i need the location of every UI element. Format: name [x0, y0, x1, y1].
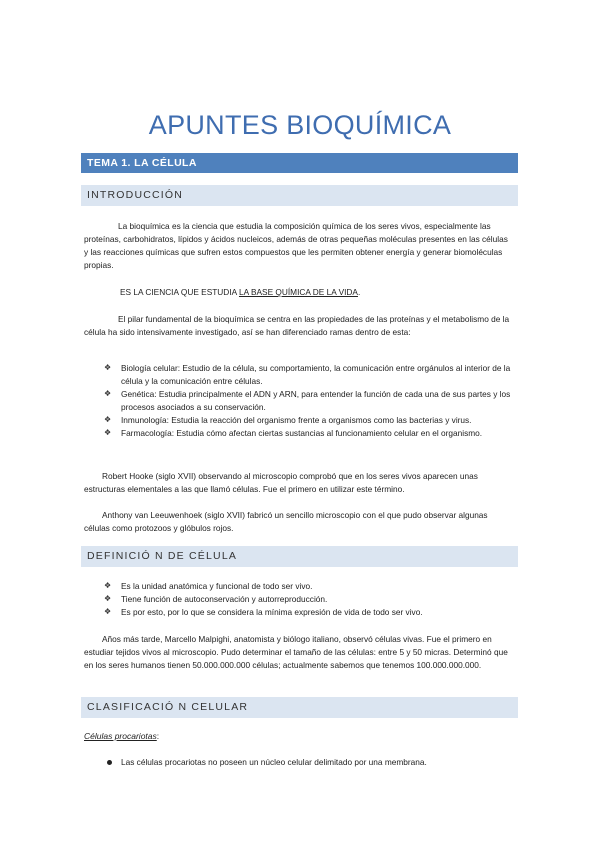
- document-title: APUNTES BIOQUÍMICA: [148, 110, 452, 140]
- diamond-bullet-icon: ❖: [104, 581, 112, 590]
- list-item: ❖ Biología celular: Estudio de la célula, su comportamiento, la comunicación entre orgánulos al interior de la célula y la comunicación entre células.: [104, 363, 511, 386]
- diamond-bullet-icon: ❖: [104, 606, 112, 616]
- diamond-bullet-icon: ❖: [104, 363, 112, 372]
- diamond-bullet-icon: ❖: [104, 427, 112, 437]
- list-item: ❖ Inmunología: Estudia la reacción del organismo frente a organismos como las bacterias y virus.: [104, 414, 472, 425]
- list-item: ❖ Es la unidad anatómica y funcional de todo ser vivo.: [104, 581, 313, 591]
- definition-list: [104, 580, 516, 619]
- diamond-bullet-icon: ❖: [104, 593, 112, 603]
- branches-list: [104, 362, 516, 439]
- subheading-procariotas: Células procariotas:: [84, 731, 160, 741]
- round-bullet-icon: [107, 760, 112, 765]
- tagline-prefix: ES LA CIENCIA QUE ESTUDIA: [120, 287, 237, 297]
- diamond-bullet-icon: ❖: [104, 414, 112, 424]
- list-item: ❖ Es por esto, por lo que se considera la mínima expresión de vida de todo ser vivo.: [104, 606, 423, 617]
- intro-paragraph-leeuwenhoek: Anthony van Leeuwenhoek (siglo XVII) fabricó un sencillo microscopio con el que pudo observar algunas células como protozoos y glóbulos rojos.: [84, 510, 488, 533]
- tagline-suffix: .: [357, 287, 361, 297]
- section-heading-clasificacion: CLASIFICACIÓ N CELULAR: [81, 697, 518, 718]
- tagline-underlined: LA BASE QUÍMICA DE LA VIDA: [238, 287, 358, 297]
- intro-paragraph-hooke: Robert Hooke (siglo XVII) observando al microscopio comprobó que en los seres vivos aparecen unas estructuras elementales a las que llamó células. Fue el primero en utilizar este término.: [84, 471, 478, 494]
- tema-heading: TEMA 1. LA CÉLULA: [81, 153, 518, 173]
- list-item: Las células procariotas no poseen un núcleo celular delimitado por una membrana.: [104, 756, 516, 769]
- section-heading-definicion: DEFINICIÓ N DE CÉLULA: [81, 546, 518, 567]
- intro-paragraph-1: La bioquímica es la ciencia que estudia la composición química de los seres vivos, especialmente las proteínas, carbohidratos, lípidos y ácidos nucleicos, además de otras pequeñas moléculas presentes en las células y las reacciones químicas que sufren estos compuestos que les permiten obtener energía y generar biomoléculas propias.: [84, 221, 508, 270]
- intro-paragraph-2: El pilar fundamental de la bioquímica se centra en las propiedades de las proteínas y el metabolismo de la célula ha sido intensivamente investigado, así se han diferenciado ramas dentro de esta:: [84, 314, 510, 337]
- definition-paragraph-malpighi: Años más tarde, Marcello Malpighi, anatomista y biólogo italiano, observó células vivas. Fue el primero en estudiar tejidos vivos al microscopio. Pudo determinar el tamaño de las células: entre 5 y 50 micras. Determinó que en los seres humanos tienen 50.000.000.000 células; actualmente sabemos que tenemos 100.000.000.000.: [84, 634, 508, 670]
- list-item: ❖ Farmacología: Estudia cómo afectan ciertas sustancias al funcionamiento celular en el organismo.: [104, 427, 483, 438]
- tagline: [0, 287, 600, 297]
- section-heading-introduccion: INTRODUCCIÓN: [81, 185, 518, 206]
- list-item: ❖ Tiene función de autoconservación y autorreproducción.: [104, 593, 328, 604]
- diamond-bullet-icon: ❖: [104, 388, 112, 398]
- procariotas-list: [104, 756, 516, 769]
- list-item: ❖ Genética: Estudia principalmente el ADN y ARN, para entender la función de cada una de sus partes y los procesos asociados a su conservación.: [104, 388, 511, 412]
